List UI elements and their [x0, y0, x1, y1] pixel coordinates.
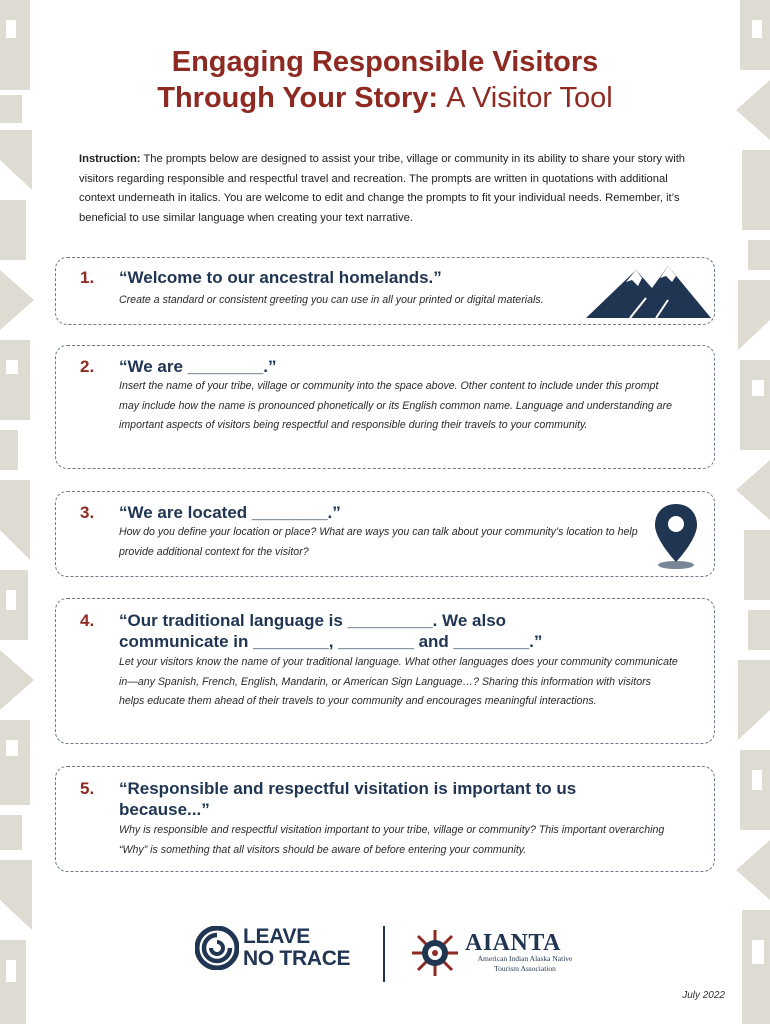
footer-logos: [0, 922, 770, 992]
prompt-card-3: [55, 491, 715, 577]
aianta-subtitle: American Indian Alaska Native Tourism Association: [477, 954, 573, 973]
prompt-number: 5.: [80, 779, 95, 798]
prompt-card-5: [55, 766, 715, 872]
logo-divider: [383, 926, 385, 982]
prompt-text: “We are ________.”: [119, 357, 277, 376]
aianta-logo-text: AIANTA: [465, 930, 561, 956]
prompt-description: Let your visitors know the name of your traditional language. What other languages does your community communicate in—any Spanish, French, English, Mandarin, or American Sign Language…? Sharing this information with visitors helps educate them ahead of their travels to your community and encourages meaningful interactions.: [119, 656, 678, 707]
instruction-text: The prompts below are designed to assist your tribe, village or community in its ability to share your story with visitors regarding responsible and respectful travel and recreation. The prompts are written in quotations with additional context underneath in italics. You are welcome to edit and change the prompts to fit your individual needs. Remember, it’s beneficial to use similar language when creating your text narrative.: [79, 153, 686, 224]
prompt-text: “Welcome to our ancestral homelands.”: [119, 268, 442, 287]
prompt-card-1: [55, 257, 715, 325]
title-line-2-bold: Through Your Story:: [157, 82, 439, 114]
lnt-line-1: LEAVE: [243, 925, 310, 948]
prompt-text: “Our traditional language is _________. We also communicate in ________, ________ and ________.”: [119, 611, 543, 651]
prompt-text: “Responsible and respectful visitation is important to us because...”: [119, 779, 577, 819]
mountain-icon: [586, 260, 711, 320]
prompt-number: 4.: [80, 611, 95, 630]
prompt-description: Insert the name of your tribe, village or community into the space above. Other content to include under this prompt may include how the name is pronounced phonetically or its English common name. Language and understanding are important aspects of visitors being respectful and responsible during their travels to your community.: [119, 380, 672, 431]
title-line-1: Engaging Responsible Visitors: [171, 46, 599, 78]
leave-no-trace-logo-icon: [195, 926, 239, 970]
prompt-description: Create a standard or consistent greeting you can use in all your printed or digital materials.: [119, 294, 544, 306]
title-line-2-plain: A Visitor Tool: [446, 82, 613, 114]
prompt-description: How do you define your location or place? What are ways you can talk about your community’s location to help provide additional context for the visitor?: [119, 526, 638, 558]
page-title: [0, 44, 770, 116]
instruction-paragraph: [79, 150, 699, 228]
decorative-side-pattern-right: [730, 0, 770, 1024]
prompt-number: 3.: [80, 503, 95, 522]
leave-no-trace-logo: [243, 926, 350, 970]
title-line-2: [0, 80, 770, 116]
instruction-label: Instruction:: [79, 153, 141, 165]
prompt-description: Why is responsible and respectful visitation important to your tribe, village or community? This important overarching “Why” is something that all visitors should be aware of before entering your community.: [119, 824, 665, 856]
lnt-line-2: NO TRACE: [243, 947, 351, 970]
prompt-number: 1.: [80, 268, 95, 287]
decorative-side-pattern-left: [0, 0, 40, 1024]
document-date: July 2022: [682, 990, 725, 1001]
aianta-logo-icon: [410, 928, 460, 978]
prompt-card-2: [55, 345, 715, 469]
prompt-number: 2.: [80, 357, 95, 376]
prompt-card-4: [55, 598, 715, 744]
map-pin-icon: [652, 502, 700, 570]
prompt-text: “We are located ________.”: [119, 503, 341, 522]
